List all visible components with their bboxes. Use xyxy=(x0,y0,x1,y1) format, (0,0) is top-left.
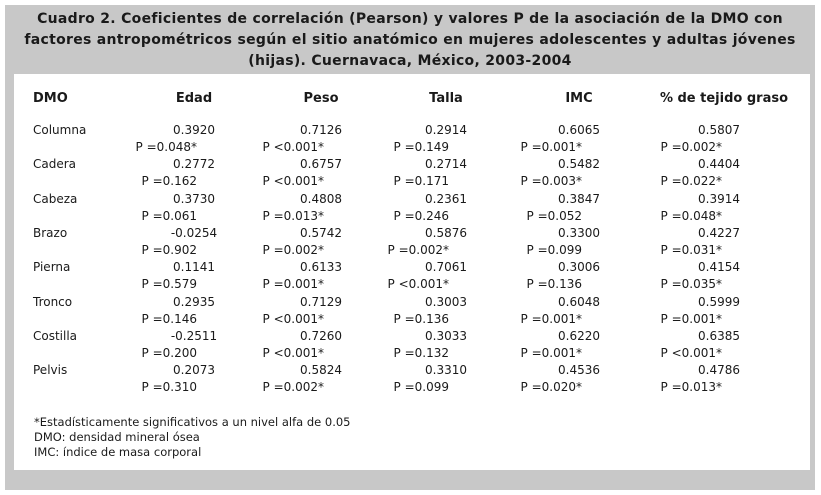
correlation-value: 0.5824 xyxy=(300,363,342,378)
footnote-significance: *Estadísticamente significativos a un nivel alfa de 0.05 xyxy=(34,415,351,429)
correlation-value: 0.7126 xyxy=(300,123,342,137)
header-peso: Peso xyxy=(303,91,339,106)
p-value: P =0.200 xyxy=(141,345,197,360)
correlation-value: 0.2073 xyxy=(173,363,215,378)
correlation-value: 0.5807 xyxy=(698,123,740,137)
p-value: P =0.003* xyxy=(520,174,582,189)
table-title xyxy=(5,9,815,72)
p-value: P =0.048* xyxy=(660,208,722,223)
p-value: P =0.162 xyxy=(141,174,197,189)
header-edad: Edad xyxy=(175,91,213,106)
p-value: P =0.002* xyxy=(262,380,324,395)
p-value: P =0.001* xyxy=(520,140,582,154)
correlation-value: 0.4227 xyxy=(698,225,740,240)
correlation-value: 0.3033 xyxy=(425,328,467,343)
correlation-value: 0.2361 xyxy=(425,191,467,206)
row-label: Cadera xyxy=(33,157,77,172)
p-value: P =0.146 xyxy=(141,311,197,326)
p-value: P =0.246 xyxy=(393,208,449,223)
correlation-value: 0.3300 xyxy=(558,225,600,240)
p-value: P =0.099 xyxy=(393,380,449,395)
title-line-2: factores antropométricos según el sitio anatómico en mujeres adolescentes y adultas jóvenes xyxy=(24,32,796,48)
correlation-value: 0.2935 xyxy=(173,294,215,309)
p-value: P =0.035* xyxy=(660,277,722,292)
title-line-1: Cuadro 2. Coeficientes de correlación (Pearson) y valores P de la asociación de la DMO con xyxy=(37,11,783,27)
title-line-3: (hijas). Cuernavaca, México, 2003-2004 xyxy=(248,53,572,69)
row-label: Brazo xyxy=(33,225,68,240)
p-value: P =0.061 xyxy=(141,208,197,223)
header-tejido-graso: % de tejido graso xyxy=(659,91,789,106)
correlation-value: 0.5876 xyxy=(425,225,467,240)
p-value: P =0.579 xyxy=(141,277,197,292)
p-value: P =0.048* xyxy=(135,140,197,154)
correlation-value: 0.3003 xyxy=(425,294,467,309)
correlation-value: 0.4154 xyxy=(698,260,740,275)
correlation-value: 0.4536 xyxy=(558,363,600,378)
header-talla: Talla xyxy=(429,91,463,106)
correlation-value: 0.4786 xyxy=(698,363,740,378)
table-panel xyxy=(14,74,810,470)
p-value: P =0.136 xyxy=(393,311,449,326)
p-value: P =0.132 xyxy=(393,345,449,360)
p-value: P =0.002* xyxy=(262,242,324,257)
row-label: Pelvis xyxy=(33,363,68,378)
p-value: P =0.020* xyxy=(520,380,582,395)
correlation-value: 0.3730 xyxy=(173,191,215,206)
correlation-value: 0.6757 xyxy=(300,157,342,172)
footnote-dmo: DMO: densidad mineral ósea xyxy=(34,430,200,444)
p-value: P =0.171 xyxy=(393,174,449,189)
p-value: P =0.002* xyxy=(387,242,449,257)
p-value: P =0.022* xyxy=(660,174,722,189)
correlation-value: 0.6385 xyxy=(698,328,740,343)
header-imc: IMC xyxy=(565,91,593,106)
p-value: P <0.001* xyxy=(387,277,449,292)
row-label: Costilla xyxy=(33,328,78,343)
p-value: P <0.001* xyxy=(262,311,324,326)
p-value: P =0.013* xyxy=(262,208,324,223)
correlation-value: 0.3006 xyxy=(558,260,600,275)
correlation-value: 0.5999 xyxy=(698,294,740,309)
correlation-value: 0.2914 xyxy=(425,123,467,137)
p-value: P =0.031* xyxy=(660,242,722,257)
p-value: P =0.052 xyxy=(526,208,582,223)
correlation-value: 0.4404 xyxy=(698,157,740,172)
correlation-value: 0.5742 xyxy=(300,225,342,240)
correlation-value: 0.6133 xyxy=(300,260,342,275)
p-value: P =0.001* xyxy=(520,311,582,326)
p-value: P =0.902 xyxy=(141,242,197,257)
correlation-value: -0.2511 xyxy=(170,328,218,343)
correlation-value: 0.3847 xyxy=(558,191,600,206)
p-value: P =0.001* xyxy=(262,277,324,292)
correlation-value: 0.7061 xyxy=(425,260,467,275)
p-value: P <0.001* xyxy=(262,174,324,189)
row-label: Columna xyxy=(33,123,87,137)
header-dmo: DMO xyxy=(33,91,68,106)
correlation-value: 0.3310 xyxy=(425,363,467,378)
correlation-value: 0.5482 xyxy=(558,157,600,172)
correlation-value: 0.1141 xyxy=(173,260,215,275)
p-value: P <0.001* xyxy=(660,345,722,360)
row-label: Cabeza xyxy=(33,191,78,206)
p-value: P <0.001* xyxy=(262,345,324,360)
correlation-value: -0.0254 xyxy=(170,225,218,240)
correlation-value: 0.2714 xyxy=(425,157,467,172)
correlation-value: 0.2772 xyxy=(173,157,215,172)
p-value: P =0.001* xyxy=(660,311,722,326)
correlation-value: 0.6220 xyxy=(558,328,600,343)
p-value: P =0.310 xyxy=(141,380,197,395)
correlation-value: 0.3914 xyxy=(698,191,740,206)
p-value: P =0.001* xyxy=(520,345,582,360)
p-value: P =0.149 xyxy=(393,140,449,154)
correlation-value: 0.7129 xyxy=(300,294,342,309)
p-value: P =0.136 xyxy=(526,277,582,292)
table-frame xyxy=(5,5,815,490)
correlation-value: 0.4808 xyxy=(300,191,342,206)
p-value: P =0.002* xyxy=(660,140,722,154)
row-label: Tronco xyxy=(33,294,73,309)
p-value: P <0.001* xyxy=(262,140,324,154)
correlation-value: 0.3920 xyxy=(173,123,215,137)
p-value: P =0.013* xyxy=(660,380,722,395)
correlation-value: 0.7260 xyxy=(300,328,342,343)
p-value: P =0.099 xyxy=(526,242,582,257)
correlation-value: 0.6048 xyxy=(558,294,600,309)
correlation-value: 0.6065 xyxy=(558,123,600,137)
row-label: Pierna xyxy=(33,260,71,275)
footnote-imc: IMC: índice de masa corporal xyxy=(34,445,202,459)
